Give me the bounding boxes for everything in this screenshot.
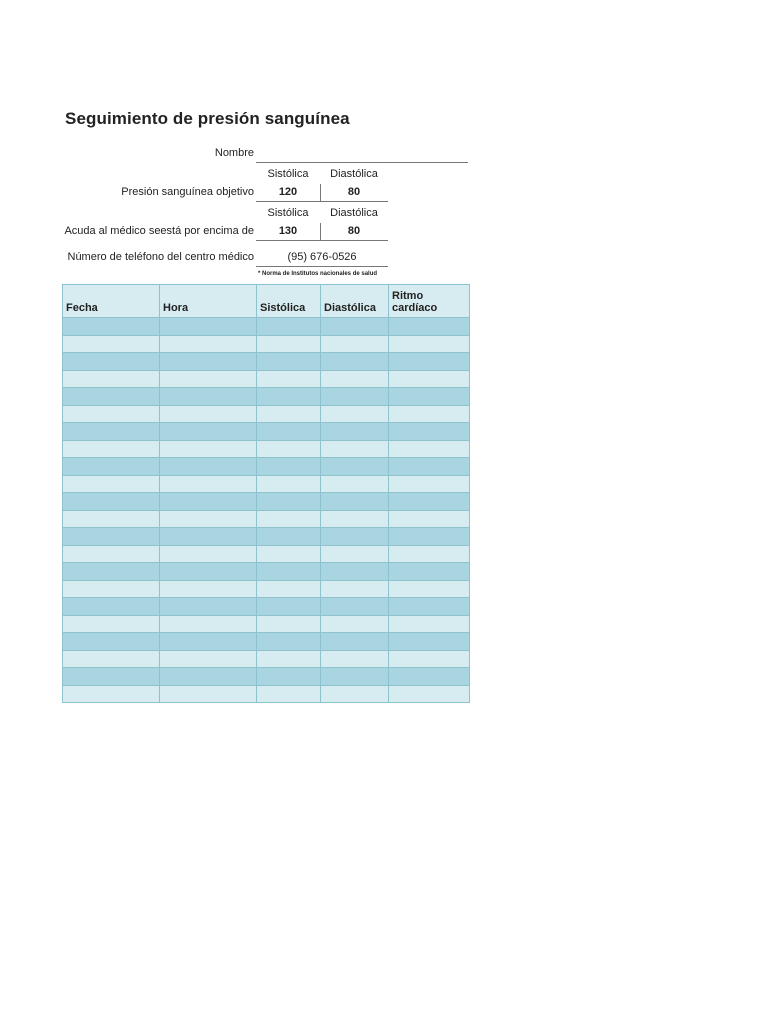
table-cell[interactable] — [257, 335, 321, 353]
table-row — [63, 563, 470, 581]
table-cell[interactable] — [63, 423, 160, 441]
table-cell[interactable] — [63, 335, 160, 353]
table-cell[interactable] — [389, 318, 470, 336]
table-cell[interactable] — [389, 475, 470, 493]
table-cell[interactable] — [160, 510, 257, 528]
table-cell[interactable] — [321, 335, 389, 353]
table-cell[interactable] — [321, 493, 389, 511]
table-cell[interactable] — [321, 598, 389, 616]
table-row — [63, 388, 470, 406]
table-cell[interactable] — [321, 458, 389, 476]
column-header-fecha: Fecha — [63, 285, 160, 318]
table-row — [63, 475, 470, 493]
table-row — [63, 423, 470, 441]
table-cell[interactable] — [257, 388, 321, 406]
table-cell[interactable] — [63, 580, 160, 598]
table-cell[interactable] — [63, 668, 160, 686]
table-cell[interactable] — [389, 685, 470, 703]
phone-label: Número de teléfono del centro médico — [67, 251, 254, 263]
table-cell[interactable] — [63, 353, 160, 371]
table-cell[interactable] — [63, 650, 160, 668]
table-cell[interactable] — [389, 668, 470, 686]
table-row — [63, 545, 470, 563]
table-cell[interactable] — [389, 633, 470, 651]
table-cell[interactable] — [389, 580, 470, 598]
table-row — [63, 598, 470, 616]
table-cell[interactable] — [63, 528, 160, 546]
table-cell[interactable] — [257, 440, 321, 458]
blood-pressure-log-table — [62, 284, 470, 703]
table-cell[interactable] — [257, 668, 321, 686]
alert-underline — [256, 240, 388, 241]
table-row — [63, 685, 470, 703]
table-cell[interactable] — [63, 615, 160, 633]
table-cell[interactable] — [160, 528, 257, 546]
table-cell[interactable] — [160, 580, 257, 598]
table-row — [63, 440, 470, 458]
phone-value[interactable]: (95) 676-0526 — [287, 251, 357, 263]
table-cell[interactable] — [160, 475, 257, 493]
table-cell[interactable] — [257, 615, 321, 633]
table-cell[interactable] — [257, 528, 321, 546]
table-row — [63, 318, 470, 336]
target-systolic-header: Sistólica — [267, 168, 309, 180]
table-cell[interactable] — [321, 528, 389, 546]
table-cell[interactable] — [63, 475, 160, 493]
table-cell[interactable] — [257, 545, 321, 563]
column-header-ritmo-cardiaco: Ritmo cardíaco — [389, 285, 470, 318]
table-cell[interactable] — [63, 370, 160, 388]
table-cell[interactable] — [63, 318, 160, 336]
table-cell[interactable] — [63, 493, 160, 511]
table-cell[interactable] — [257, 633, 321, 651]
table-row — [63, 615, 470, 633]
table-row — [63, 528, 470, 546]
table-cell[interactable] — [321, 545, 389, 563]
alert-systolic-value[interactable]: 130 — [278, 225, 298, 237]
table-cell[interactable] — [160, 650, 257, 668]
table-cell[interactable] — [160, 370, 257, 388]
table-cell[interactable] — [321, 668, 389, 686]
table-cell[interactable] — [160, 545, 257, 563]
table-body — [63, 318, 470, 703]
table-row — [63, 370, 470, 388]
alert-systolic-header: Sistólica — [267, 207, 309, 219]
table-cell[interactable] — [160, 388, 257, 406]
table-cell[interactable] — [257, 353, 321, 371]
table-cell[interactable] — [321, 353, 389, 371]
table-cell[interactable] — [321, 580, 389, 598]
table-cell[interactable] — [389, 615, 470, 633]
table-cell[interactable] — [160, 458, 257, 476]
column-header-hora: Hora — [160, 285, 257, 318]
table-cell[interactable] — [321, 650, 389, 668]
table-cell[interactable] — [321, 685, 389, 703]
table-cell[interactable] — [257, 475, 321, 493]
table-cell[interactable] — [321, 388, 389, 406]
column-header-diastolica: Diastólica — [321, 285, 389, 318]
target-diastolic-value[interactable]: 80 — [347, 186, 361, 198]
table-row — [63, 493, 470, 511]
table-cell[interactable] — [160, 353, 257, 371]
table-cell[interactable] — [389, 458, 470, 476]
table-cell[interactable] — [321, 318, 389, 336]
table-cell[interactable] — [389, 353, 470, 371]
table-cell[interactable] — [63, 388, 160, 406]
table-cell[interactable] — [257, 685, 321, 703]
table-cell[interactable] — [257, 580, 321, 598]
table-row — [63, 353, 470, 371]
table-cell[interactable] — [389, 563, 470, 581]
table-row — [63, 458, 470, 476]
table-cell[interactable] — [63, 405, 160, 423]
table-row — [63, 335, 470, 353]
table-row — [63, 668, 470, 686]
table-cell[interactable] — [160, 615, 257, 633]
target-diastolic-header: Diastólica — [330, 168, 378, 180]
target-systolic-value[interactable]: 120 — [278, 186, 298, 198]
table-cell[interactable] — [389, 545, 470, 563]
footnote: * Norma de Institutos nacionales de salud — [258, 271, 378, 277]
table-cell[interactable] — [160, 318, 257, 336]
table-row — [63, 633, 470, 651]
table-cell[interactable] — [257, 423, 321, 441]
table-cell[interactable] — [257, 405, 321, 423]
table-cell[interactable] — [63, 510, 160, 528]
table-cell[interactable] — [160, 668, 257, 686]
column-header-sistolica: Sistólica — [257, 285, 321, 318]
table-cell[interactable] — [389, 423, 470, 441]
table-cell[interactable] — [389, 528, 470, 546]
table-cell[interactable] — [257, 510, 321, 528]
table-cell[interactable] — [321, 423, 389, 441]
table-cell[interactable] — [63, 458, 160, 476]
table-cell[interactable] — [389, 335, 470, 353]
table-cell[interactable] — [63, 633, 160, 651]
table-cell[interactable] — [257, 458, 321, 476]
table-cell[interactable] — [160, 563, 257, 581]
table-cell[interactable] — [389, 510, 470, 528]
table-cell[interactable] — [63, 563, 160, 581]
table-cell[interactable] — [160, 493, 257, 511]
target-underline — [256, 201, 388, 202]
target-label: Presión sanguínea objetivo — [121, 186, 254, 198]
table-cell[interactable] — [321, 563, 389, 581]
table-cell[interactable] — [257, 650, 321, 668]
table-cell[interactable] — [160, 685, 257, 703]
alert-diastolic-header: Diastólica — [330, 207, 378, 219]
name-underline — [256, 162, 468, 163]
name-label: Nombre — [214, 147, 254, 159]
table-row — [63, 650, 470, 668]
table-cell[interactable] — [321, 633, 389, 651]
table-row — [63, 580, 470, 598]
table-cell[interactable] — [257, 563, 321, 581]
table-cell[interactable] — [321, 615, 389, 633]
table-cell[interactable] — [389, 388, 470, 406]
table-cell[interactable] — [160, 440, 257, 458]
alert-diastolic-value[interactable]: 80 — [347, 225, 361, 237]
table-cell[interactable] — [389, 493, 470, 511]
table-cell[interactable] — [257, 370, 321, 388]
table-cell[interactable] — [257, 318, 321, 336]
table-header-row — [63, 285, 470, 318]
table-cell[interactable] — [160, 335, 257, 353]
table-cell[interactable] — [63, 598, 160, 616]
table-cell[interactable] — [257, 493, 321, 511]
table-cell[interactable] — [257, 598, 321, 616]
phone-underline — [256, 266, 388, 267]
table-cell[interactable] — [389, 440, 470, 458]
table-row — [63, 510, 470, 528]
table-cell[interactable] — [389, 650, 470, 668]
table-cell[interactable] — [321, 475, 389, 493]
table-cell[interactable] — [321, 440, 389, 458]
alert-label: Acuda al médico seestá por encima de — [64, 225, 254, 237]
table-cell[interactable] — [389, 598, 470, 616]
table-cell[interactable] — [389, 370, 470, 388]
table-cell[interactable] — [63, 440, 160, 458]
table-cell[interactable] — [160, 423, 257, 441]
table-row — [63, 405, 470, 423]
table-cell[interactable] — [63, 685, 160, 703]
table-cell[interactable] — [160, 598, 257, 616]
table-cell[interactable] — [160, 405, 257, 423]
table-cell[interactable] — [63, 545, 160, 563]
table-cell[interactable] — [321, 510, 389, 528]
table-cell[interactable] — [160, 633, 257, 651]
table-cell[interactable] — [321, 370, 389, 388]
table-cell[interactable] — [389, 405, 470, 423]
page-title: Seguimiento de presión sanguínea — [65, 109, 350, 128]
table-cell[interactable] — [321, 405, 389, 423]
